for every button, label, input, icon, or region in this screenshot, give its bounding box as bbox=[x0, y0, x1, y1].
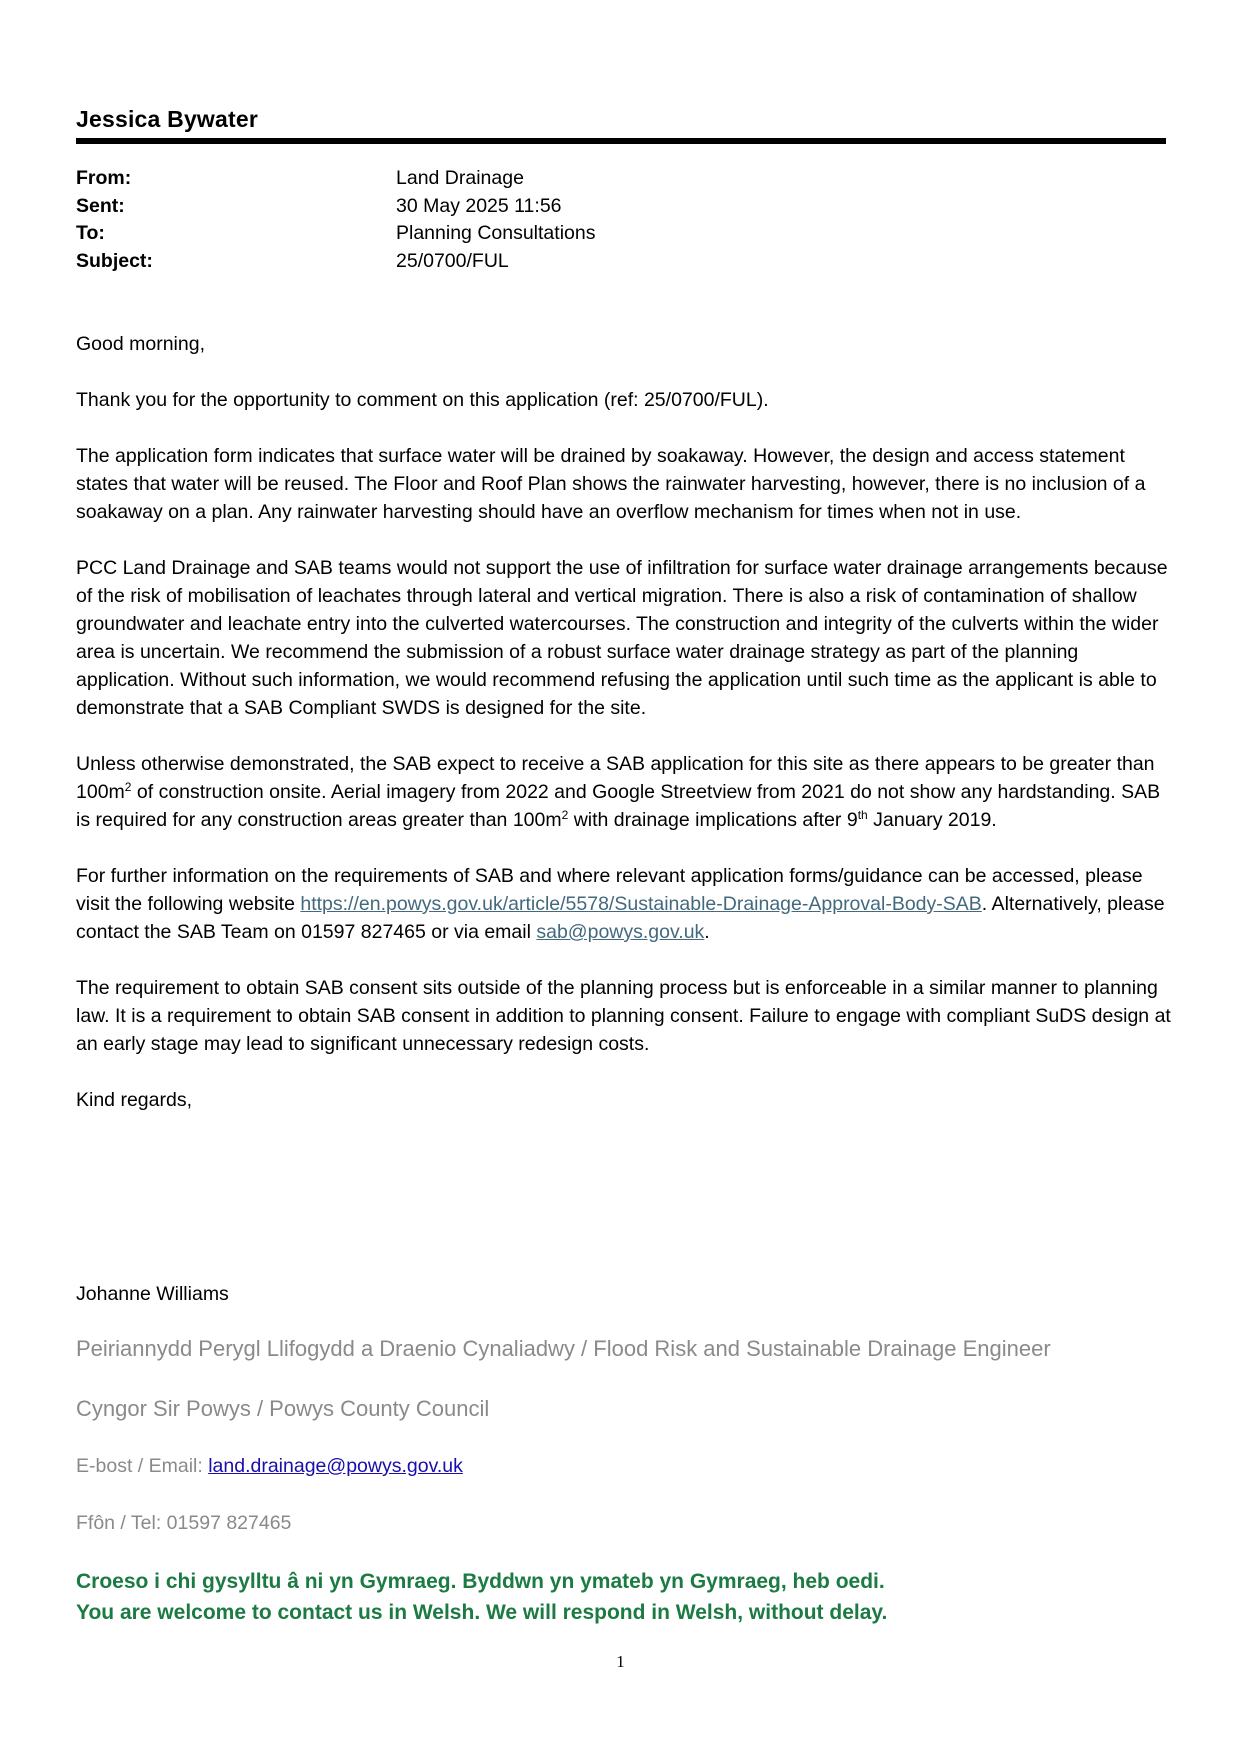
signature-email-line bbox=[76, 1455, 1166, 1478]
header-value: 30 May 2025 11:56 bbox=[396, 194, 562, 217]
header-from bbox=[76, 165, 976, 193]
paragraph-thanks: Thank you for the opportunity to comment on this application (ref: 25/0700/FUL). bbox=[76, 389, 769, 411]
header-label: Sent: bbox=[76, 194, 125, 217]
superscript: 2 bbox=[561, 808, 569, 822]
sab-website-link[interactable]: https://en.powys.gov.uk/article/5578/Sustainable-Drainage-Approval-Body-SAB bbox=[300, 893, 982, 915]
paragraph-sab-application bbox=[76, 750, 1171, 834]
text-run: For further information on the requirements of SAB and where relevant application forms/guidance can be accessed, please visit the following website bbox=[76, 865, 1143, 915]
page-number: 1 bbox=[616, 1652, 625, 1671]
signature-organisation: Cyngor Sir Powys / Powys County Council bbox=[76, 1396, 490, 1421]
header-label: Subject: bbox=[76, 249, 153, 272]
signature-name: Johanne Williams bbox=[76, 1283, 229, 1305]
drainage-email-link[interactable]: land.drainage@powys.gov.uk bbox=[208, 1455, 463, 1477]
signature-telephone: Ffôn / Tel: 01597 827465 bbox=[76, 1512, 292, 1534]
header-to bbox=[76, 220, 976, 248]
text-run: Unless otherwise demonstrated, the SAB expect to receive a SAB application for this site as there appears to be greater than 100m bbox=[76, 753, 1155, 803]
greeting: Good morning, bbox=[76, 333, 205, 355]
email-headers bbox=[76, 165, 976, 275]
header-label: To: bbox=[76, 222, 105, 245]
text-run: . Alternatively, please contact the SAB Team on 01597 827465 or via email bbox=[76, 893, 1165, 943]
superscript: 2 bbox=[124, 780, 132, 794]
email-label: E-bost / Email: bbox=[76, 1455, 209, 1477]
email-body bbox=[76, 330, 1171, 1142]
superscript: th bbox=[857, 808, 868, 822]
text-run: January 2019. bbox=[867, 809, 997, 831]
header-value: Planning Consultations bbox=[396, 222, 596, 245]
signature-role: Peiriannydd Perygl Llifogydd a Draenio Cynaliadwy / Flood Risk and Sustainable Drainage Engineer bbox=[76, 1336, 1051, 1361]
header-subject bbox=[76, 248, 976, 276]
paragraph-consent: The requirement to obtain SAB consent sits outside of the planning process but is enforceable in a similar manner to planning law. It is a requirement to obtain SAB consent in addition to planning consent. Failure to engage with compliant SuDS design at an early stage may lead to significant unnecessary redesign costs. bbox=[76, 977, 1171, 1055]
paragraph-infiltration: PCC Land Drainage and SAB teams would not support the use of infiltration for surface water drainage arrangements because of the risk of mobilisation of leachates through lateral and vertical migration. There is also a risk of contamination of shallow groundwater and leachate entry into the culverted watercourses. The construction and integrity of the culverts within the wider area is uncertain. We recommend the submission of a robust surface water drainage strategy as part of the planning application. Without such information, we would recommend refusing the application until such time as the applicant is able to demonstrate that a SAB Compliant SWDS is designed for the site. bbox=[76, 557, 1168, 719]
paragraph-application-form: The application form indicates that surface water will be drained by soakaway. However, the design and access statement states that water will be reused. The Floor and Roof Plan shows the rainwater harvesting, however, there is no inclusion of a soakaway on a plan. Any rainwater harvesting should have an overflow mechanism for times when not in use. bbox=[76, 445, 1146, 523]
welsh-notice-line-1: Croeso i chi gysylltu â ni yn Gymraeg. Byddwn yn ymateb yn Gymraeg, heb oedi. bbox=[76, 1570, 885, 1593]
header-value: 25/0700/FUL bbox=[396, 249, 509, 272]
sab-email-link[interactable]: sab@powys.gov.uk bbox=[536, 921, 705, 943]
welsh-language-notice bbox=[76, 1566, 1166, 1628]
header-sent bbox=[76, 193, 976, 221]
text-run: with drainage implications after 9 bbox=[568, 809, 858, 831]
header-value: Land Drainage bbox=[396, 167, 524, 190]
paragraph-further-info bbox=[76, 862, 1171, 946]
header-divider bbox=[76, 138, 1166, 144]
mailbox-owner: Jessica Bywater bbox=[76, 106, 259, 132]
sign-off: Kind regards, bbox=[76, 1089, 192, 1111]
welsh-notice-line-2: You are welcome to contact us in Welsh. We will respond in Welsh, without delay. bbox=[76, 1601, 888, 1624]
text-run: . bbox=[704, 921, 710, 943]
header-label: From: bbox=[76, 167, 132, 190]
text-run: of construction onsite. Aerial imagery from 2022 and Google Streetview from 2021 do not show any hardstanding. SAB is required for any construction areas greater than 100m bbox=[76, 781, 1161, 831]
